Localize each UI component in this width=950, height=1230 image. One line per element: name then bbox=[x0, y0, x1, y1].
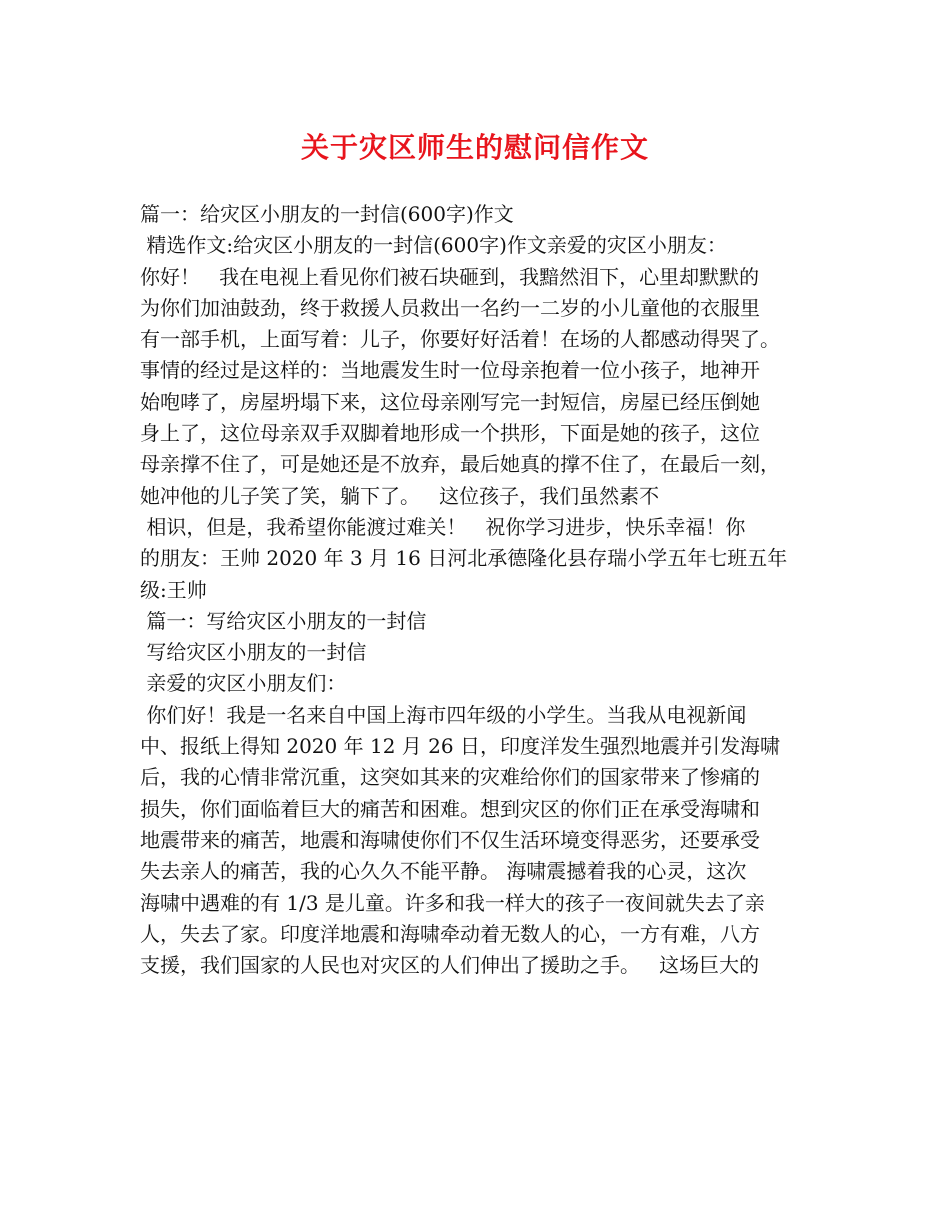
text-line: 写给灾区小朋友的一封信 bbox=[140, 640, 367, 665]
text-line: 精选作文:给灾区小朋友的一封信(600字)作文亲爱的灾区小朋友： bbox=[140, 233, 727, 258]
text-line: 亲爱的灾区小朋友们： bbox=[140, 671, 347, 696]
text-line: 损失，你们面临着巨大的痛苦和困难。想到灾区的你们正在承受海啸和 bbox=[140, 796, 760, 821]
text-line: 后，我的心情非常沉重，这突如其来的灾难给你们的国家带来了惨痛的 bbox=[140, 765, 760, 790]
text-line: 支援，我们国家的人民也对灾区的人们伸出了援助之手。 这场巨大的 bbox=[140, 953, 760, 978]
text-line: 你们好！我是一名来自中国上海市四年级的小学生。当我从电视新闻 bbox=[140, 702, 747, 727]
text-line: 她冲他的儿子笑了笑，躺下了。 这位孩子，我们虽然素不 bbox=[140, 483, 660, 508]
text-line: 你好！ 我在电视上看见你们被石块砸到，我黯然泪下，心里却默默的 bbox=[140, 264, 760, 289]
text-line: 级:王帅 bbox=[140, 577, 207, 602]
text-line: 事情的经过是这样的：当地震发生时一位母亲抱着一位小孩子，地神开 bbox=[140, 358, 760, 383]
text-line: 始咆哮了，房屋坍塌下来，这位母亲刚写完一封短信，房屋已经压倒她 bbox=[140, 389, 760, 414]
text-line: 的朋友：王帅 2020 年 3 月 16 日河北承德隆化县存瑞小学五年七班五年 bbox=[140, 546, 788, 571]
text-line: 篇一：写给灾区小朋友的一封信 bbox=[140, 608, 427, 633]
text-line: 地震带来的痛苦，地震和海啸使你们不仅生活环境变得恶劣，还要承受 bbox=[140, 827, 760, 852]
text-line: 篇一：给灾区小朋友的一封信(600字)作文 bbox=[140, 202, 514, 226]
text-line: 海啸中遇难的有 1/3 是儿童。许多和我一样大的孩子一夜间就失去了亲 bbox=[140, 890, 765, 915]
text-line: 为你们加油鼓劲，终于救援人员救出一名约一二岁的小儿童他的衣服里 bbox=[140, 295, 760, 320]
text-line: 母亲撑不住了，可是她还是不放弃，最后她真的撑不住了，在最后一刻， bbox=[140, 452, 780, 477]
text-line: 相识，但是，我希望你能渡过难关！ 祝你学习进步，快乐幸福！你 bbox=[140, 514, 746, 539]
text-line: 有一部手机，上面写着：儿子，你要好好活着！在场的人都感动得哭了。 bbox=[140, 327, 780, 352]
text-line: 中、报纸上得知 2020 年 12 月 26 日，印度洋发生强烈地震并引发海啸 bbox=[140, 734, 780, 759]
document-body bbox=[140, 199, 812, 981]
document-title: 关于灾区师生的慰问信作文 bbox=[300, 131, 649, 164]
text-line: 身上了，这位母亲双手双脚着地形成一个拱形，下面是她的孩子，这位 bbox=[140, 421, 760, 446]
text-line: 失去亲人的痛苦，我的心久久不能平静。 海啸震撼着我的心灵，这次 bbox=[140, 859, 747, 884]
text-line: 人，失去了家。印度洋地震和海啸牵动着无数人的心，一方有难，八方 bbox=[140, 921, 760, 946]
